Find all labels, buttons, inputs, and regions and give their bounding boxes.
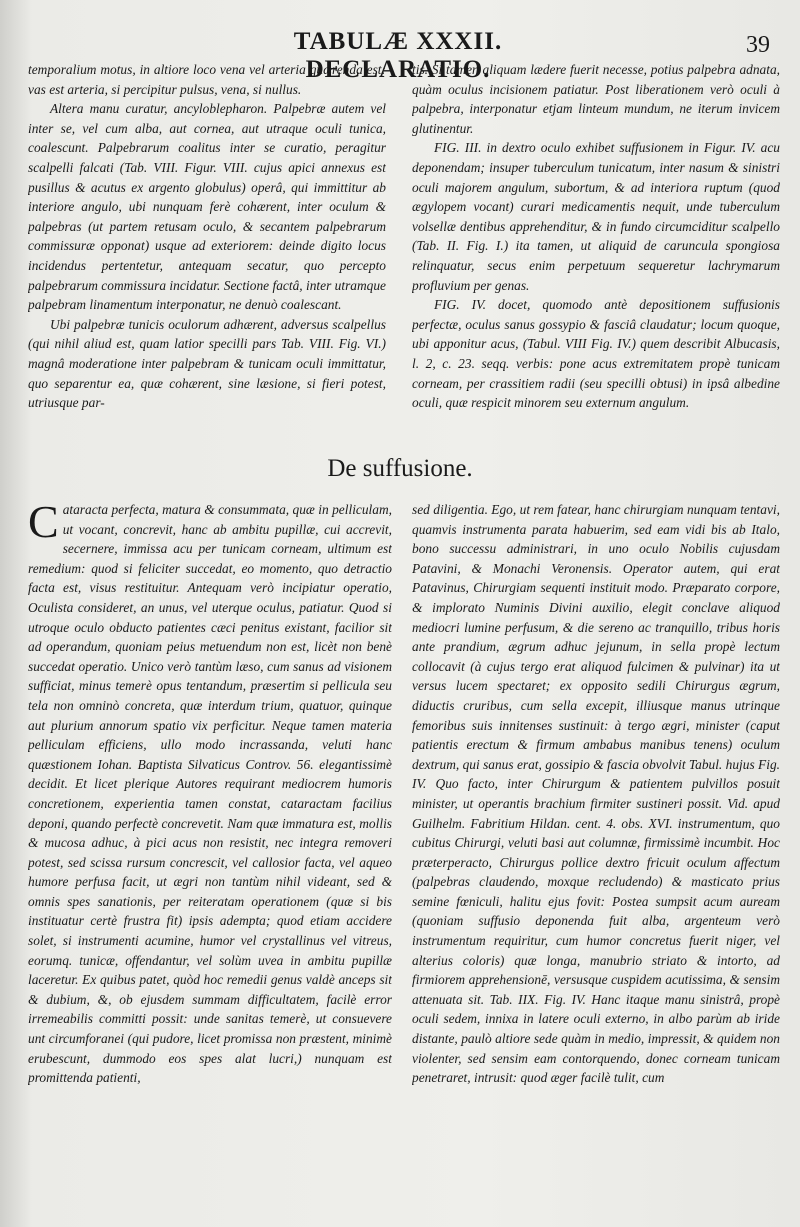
section-title: De suffusione. — [327, 455, 473, 482]
top-right-column — [412, 60, 780, 442]
paragraph: sed diligentia. Ego, ut rem fatear, hanc chirurgiam nunquam tentavi, quamvis instrumenta parata habuerim, sed eam vidi bis ab Italo, bono successu administrari, in uno oculo Nobilis cujusdam Patavini, & Monachi Veronensis. Operator autem, qui erat Patavinus, Chirurgiam sequenti instituit modo. Præparato corpore, & implorato Numinis Divini auxilio, elegit conclave aliquod mediocri lumine perfusum, & die sereno ac tranquillo, tribus horis ante prandium, ægrum adhuc jejunum, in sella propè lectum collocavit (à cujus tergo erat aliquod fulcimen & pulvinar) ita ut versus lucem spectaret; ex opposito sedili Chirurgus ægrum, diductis cruribus, cum sella excepit, illiusque manus utrinque femoribus suis innitenses sustinuit: à tergo ægri, minister (caput patientis erectum & firmum ambabus manibus tenens) oculum dextrum, qui sanus erat, gossipio & fascia obvolvit Tabul. hujus Fig. IV. Quo facto, inter Chirurgum & patientem pulvillos posuit minister, ut operantis brachium firmiter sustineri possit. Vid. apud Guilhelm. Fabritium Hildan. cent. 4. obs. XVI. instrumentum, quo cubitus Chirurgi, veluti basi aut columnæ, firmissimè incumbit. Hoc præterperacto, Chirurgus pollice dextro fricuit oculum affectum (palpebras claudendo, moxque recludendo) & masticato prius semine fœniculi, halitu ejus fovit: Postea sumpsit acum auream (quoniam suffusio deponenda fuit alba, argenteum verò instrumentum requiritur, cum humor concretus fuerit niger, vel alterius coloris) quæ longa, manubrio striato & intorto, ad firmiorem apprehensionē, versusque cuspidem acutissima, & sensim attenuata sit. Tab. IIX. Fig. IV. Hanc itaque manu sinistrâ, propè oculi sedem, innixa in latere oculi externo, in albo parùm ab iride distante, paulò altiore sede quàm in medio, impressit, & quidem non violenter, sed sensim eam contorquendo, donec corneam tunicam penetraret, intrusit: quod æger facilè tulit, cum — [412, 502, 780, 1086]
paragraph-text: ataracta perfecta, matura & consummata, quæ in pelliculam, ut vocant, concrevit, hanc ab ambitu pupillæ, cui accrevit, secernere, immissa acu per tunicam corneam, ultimum est remedium: quod si feliciter succedat, eo momento, quo detractio facta est, visus restituitur. Antequam verò incipiatur operatio, Oculista consideret, an unus, vel uterque oculus, patiatur. Quod si utroque oculo obducto patientes cæci penitus existant, facilior sit ad operandum, quoniam peius metuendum non est, licèt non benè succedat operatio. Unico verò tantùm læso, cum sanus ad visionem sufficiat, minus temerè opus tentandum, præsertim si pellicula seu tela non omninò concreta, quæ interdum trium, quatuor, quinque aut plurium annorum spatio vix perficitur. Neque tamen materia pelliculam efficiens, ullo modo incrassanda, veluti hanc quæstionem Iohan. Baptista Silvaticus Controv. 56. elegantissimè decidit. Et licet plerique Autores requirant mediocrem humoris concretionem, experientia tamen constat, cataractam facilius deponi, quando perfectè concrevetit. Nam quæ immatura est, mollis & mucosa adhuc, à pici acus non resistit, nec integra removeri potest, sed scissa rursum concrescit, vel callosior facta, vel aqueo humore perfusa facit, ut ægri non tantùm nihil videant, sed & omnis spes sanationis, per reiteratam operationem (quæ si bis instituatur certè frustra fit) ipsis adempta; quod etiam accidere solet, si instrumenti acumine, humor vel crystallinus vel vitreus, eorumq. tunicæ, offendantur, vel solùm uvea in ambitu pupillæ laceretur. Ex quibus patet, quòd hoc remedii genus valdè anceps sit & dubium, &, ob ejusdem summam difficultatem, facilè error irremeabilis committi possit: unde sanitas temerè, ut consuevere unt circumforanei (qui pudore, licet promissa non præstent, minimè erubescunt, dummodo eos spes alat lucri,) nunquam est promittenda patienti, — [28, 502, 392, 1086]
paragraph: tis. Si tamen aliquam lædere fuerit necesse, potius palpebra adnata, quàm oculus incisionem patiatur. Post liberationem verò oculi à palpebra, interponatur etjam linteum mundum, ne iterum invicem glutinentur. — [412, 62, 780, 136]
paragraph: temporalium motus, in altiore loco vena vel arteria quærenda est: vas est arteria, si percipitur pulsus, vena, si nullus. — [28, 62, 386, 97]
bottom-left-column — [28, 500, 392, 1160]
paragraph: Ubi palpebræ tunicis oculorum adhærent, adversus scalpellus (qui nihil aliud est, quam latior specilli pars Tab. VIII. Fig. VI.) magnâ moderatione inter palpebram & tunicam oculi immittatur, quo separentur ea, quæ cohærent, sine læsione, si fieri potest, utriusque par- — [28, 316, 386, 411]
drop-cap: C — [28, 500, 59, 547]
running-title: TABULÆ XXXII. DECLARATIO. — [293, 28, 503, 83]
page-number: 39 — [746, 32, 770, 58]
paragraph: FIG. IV. docet, quomodo antè depositionem suffusionis perfectæ, oculus sanus gossypio & fasciâ claudatur; locum quoque, ubi apponitur acus, (Tabul. VIII Fig. IV.) quem describit Albucasis, l. 2, c. 23. seqq. verbis: pone acus extremitatem propè tunicam corneam, per crassitiem radii (seu specilli obtusi) in ipsâ albedine oculi, quæ respicit minorem seu externum angulum. — [412, 297, 780, 411]
paragraph: FIG. III. in dextro oculo exhibet suffusionem in Figur. IV. acu deponendam; insuper tuberculum tunicatum, inter nasum & sinistri oculi majorem angulum, subortum, & ad interiora ruptum (quod ægylopem vocant) curari medicamentis nequit, unde tuberculum volsellæ dentibus apprehenditur, & in fundo circumciditur scalpello (Tab. II. Fig. I.) ita tamen, ut aliquid de caruncula spongiosa relinquatur, secus enim perpetuum sequeretur lachrymarum profluvium per genas. — [412, 140, 780, 293]
paragraph — [28, 500, 392, 1088]
bottom-right-column — [412, 500, 780, 1178]
paragraph: Altera manu curatur, ancyloblepharon. Palpebræ autem vel inter se, vel cum alba, aut cornea, aut utraque oculi tunica, coalescunt. Palpebrarum coalitus inter se curatio, peragitur scalpelli falcati (Tab. VIII. Figur. VIII. cujus apici annexus est pusillus & acutus ex argento globulus) operâ, qui immittitur ab interiore angulo, ubi nunquam ferè cohærent, inter oculum & palpebras (ut partem retusam oculo, & secantem palpebrarum commissuræ opponat) usque ad exteriorem: deinde digito locus incidendus pertentetur, antequam secatur, quo percepto palpebrarum commissura incidatur. Sectione factâ, inter utramque palpebram linamentum interponatur, ne denuò coalescant. — [28, 101, 386, 313]
top-left-column — [28, 60, 386, 442]
